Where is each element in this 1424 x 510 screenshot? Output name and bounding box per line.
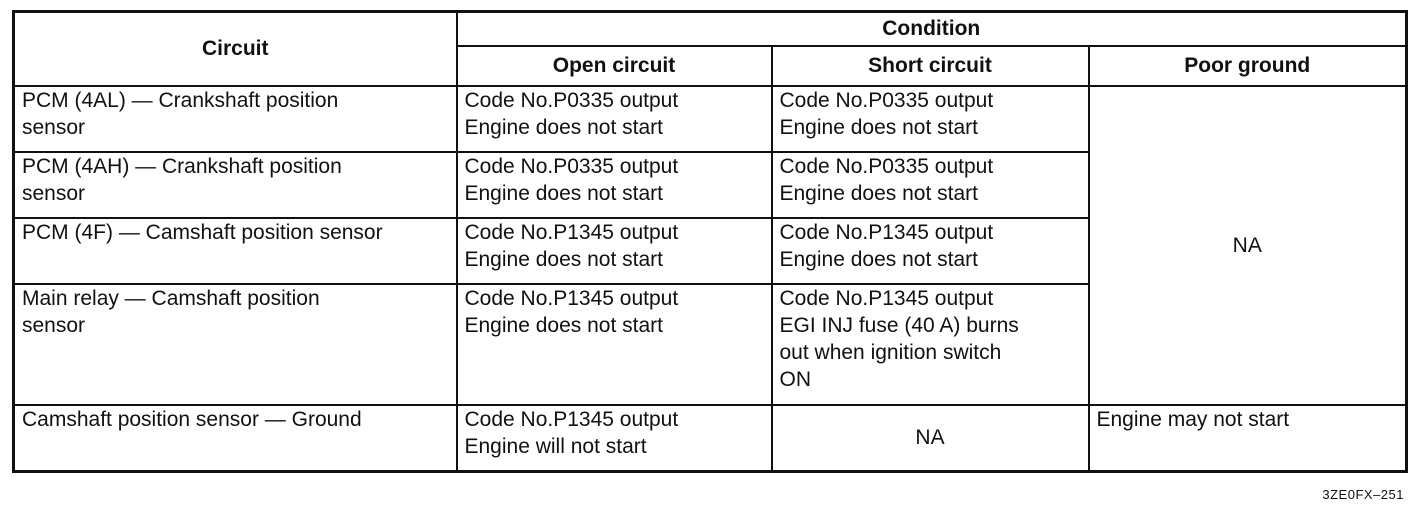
cell-line: Code No.P0335 output bbox=[779, 88, 994, 112]
header-circuit: Circuit bbox=[14, 12, 457, 86]
cell-line: sensor bbox=[22, 181, 86, 205]
short-circuit-cell bbox=[772, 86, 1089, 152]
circuit-cell bbox=[14, 86, 457, 152]
header-open-circuit: Open circuit bbox=[457, 46, 772, 86]
open-circuit-cell bbox=[457, 86, 772, 152]
cell-line: Code No.P1345 output bbox=[779, 286, 994, 310]
cell-line: Code No.P1345 output bbox=[464, 407, 679, 431]
cell-line: Code No.P0335 output bbox=[464, 88, 679, 112]
poor-ground-merged-cell: NA bbox=[1089, 86, 1407, 405]
table-row bbox=[14, 86, 1407, 152]
cell-line: Code No.P1345 output bbox=[464, 286, 679, 310]
cell-line: Engine does not start bbox=[464, 247, 663, 271]
cell-line: Code No.P0335 output bbox=[464, 154, 679, 178]
open-circuit-cell bbox=[457, 284, 772, 405]
cell-line: Engine does not start bbox=[779, 247, 978, 271]
header-short-circuit: Short circuit bbox=[772, 46, 1089, 86]
circuit-cell bbox=[14, 405, 457, 472]
cell-line: Engine will not start bbox=[464, 434, 647, 458]
cell-line: Code No.P1345 output bbox=[779, 220, 994, 244]
cell-line: Engine does not start bbox=[779, 181, 978, 205]
short-circuit-cell bbox=[772, 284, 1089, 405]
open-circuit-cell bbox=[457, 218, 772, 284]
header-condition: Condition bbox=[457, 12, 1407, 46]
diagnosis-table bbox=[12, 10, 1408, 473]
poor-ground-cell bbox=[1089, 405, 1407, 472]
short-circuit-cell bbox=[772, 152, 1089, 218]
cell-line: sensor bbox=[22, 313, 86, 337]
figure-code: 3ZE0FX–251 bbox=[1322, 487, 1404, 502]
cell-line: EGI INJ fuse (40 A) burns bbox=[779, 313, 1019, 337]
cell-line: Main relay — Camshaft position bbox=[22, 286, 320, 310]
cell-line: Engine does not start bbox=[464, 115, 663, 139]
header-row-1 bbox=[14, 12, 1407, 46]
cell-line: Engine may not start bbox=[1096, 407, 1290, 431]
cell-line: Code No.P1345 output bbox=[464, 220, 679, 244]
short-circuit-cell: NA bbox=[772, 405, 1089, 472]
table-row bbox=[14, 405, 1407, 472]
cell-line: ON bbox=[779, 367, 811, 391]
circuit-cell bbox=[14, 218, 457, 284]
cell-line: out when ignition switch bbox=[779, 340, 1002, 364]
short-circuit-cell bbox=[772, 218, 1089, 284]
cell-line: sensor bbox=[22, 115, 86, 139]
circuit-cell bbox=[14, 284, 457, 405]
cell-line: Engine does not start bbox=[464, 181, 663, 205]
open-circuit-cell bbox=[457, 152, 772, 218]
header-poor-ground: Poor ground bbox=[1089, 46, 1407, 86]
cell-line: PCM (4AL) — Crankshaft position bbox=[22, 88, 339, 112]
circuit-cell bbox=[14, 152, 457, 218]
open-circuit-cell bbox=[457, 405, 772, 472]
cell-line: Engine does not start bbox=[779, 115, 978, 139]
cell-line: Code No.P0335 output bbox=[779, 154, 994, 178]
cell-line: PCM (4F) — Camshaft position sensor bbox=[22, 220, 383, 244]
cell-line: PCM (4AH) — Crankshaft position bbox=[22, 154, 342, 178]
cell-line: Engine does not start bbox=[464, 313, 663, 337]
cell-line: Camshaft position sensor — Ground bbox=[22, 407, 362, 431]
